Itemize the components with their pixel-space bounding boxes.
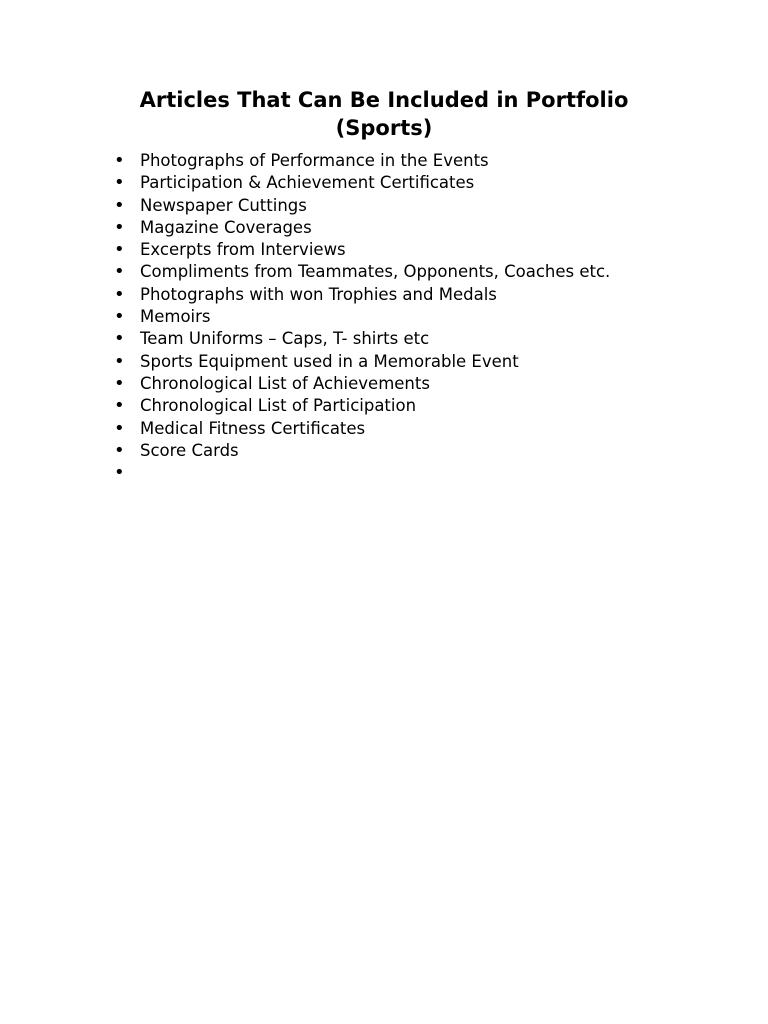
list-item <box>112 239 712 261</box>
list-item <box>112 395 712 417</box>
list-item-text: Magazine Coverages <box>140 217 312 237</box>
bullet-icon: • <box>114 261 125 283</box>
bullet-icon: • <box>114 439 125 461</box>
list-item <box>112 195 712 217</box>
list-item-text: Photographs with won Trophies and Medals <box>140 284 497 304</box>
list-item <box>112 284 712 306</box>
bullet-icon: • <box>114 417 125 439</box>
list-item <box>112 217 712 239</box>
title-line-1: Articles That Can Be Included in Portfolio <box>139 88 629 112</box>
list-item-text: Participation & Achievement Certificates <box>140 173 475 193</box>
list-item <box>112 440 712 462</box>
page-title <box>96 86 672 142</box>
list-item-text: Score Cards <box>140 440 239 460</box>
bullet-icon: • <box>114 395 125 417</box>
list-item-text: Medical Fitness Certificates <box>140 418 366 438</box>
bullet-icon: • <box>114 216 125 238</box>
list-item-text: Chronological List of Achievements <box>140 373 430 393</box>
title-line-2: (Sports) <box>335 116 433 140</box>
bullet-icon: • <box>114 372 125 394</box>
list-item-text: Excerpts from Interviews <box>140 240 346 260</box>
list-item-text: Photographs of Performance in the Events <box>140 151 489 170</box>
list-item-text: Team Uniforms – Caps, T- shirts etc <box>140 329 430 349</box>
bullet-icon: • <box>114 328 125 350</box>
list-item <box>112 418 712 440</box>
list-item <box>112 306 712 328</box>
bullet-icon: • <box>114 172 125 194</box>
list-item <box>112 150 712 172</box>
list-item-text: Compliments from Teammates, Opponents, Coaches etc. <box>140 262 611 282</box>
bullet-icon: • <box>114 194 125 216</box>
list-item <box>112 172 712 194</box>
bullet-icon: • <box>114 239 125 261</box>
list-item-text: Sports Equipment used in a Memorable Event <box>140 351 519 371</box>
list-item-text: Chronological List of Participation <box>140 396 417 416</box>
list-item <box>112 351 712 373</box>
list-item <box>112 261 712 283</box>
list-item-text: Newspaper Cuttings <box>140 195 307 215</box>
bullet-icon: • <box>114 350 125 372</box>
bullet-icon: • <box>114 150 125 171</box>
list-item <box>112 328 712 350</box>
bullet-icon: • <box>114 283 125 305</box>
list-item <box>112 462 712 484</box>
list-item-text: Memoirs <box>140 307 211 327</box>
bullet-icon: • <box>114 462 125 484</box>
article-list <box>112 150 712 484</box>
list-item <box>112 373 712 395</box>
bullet-icon: • <box>114 306 125 328</box>
